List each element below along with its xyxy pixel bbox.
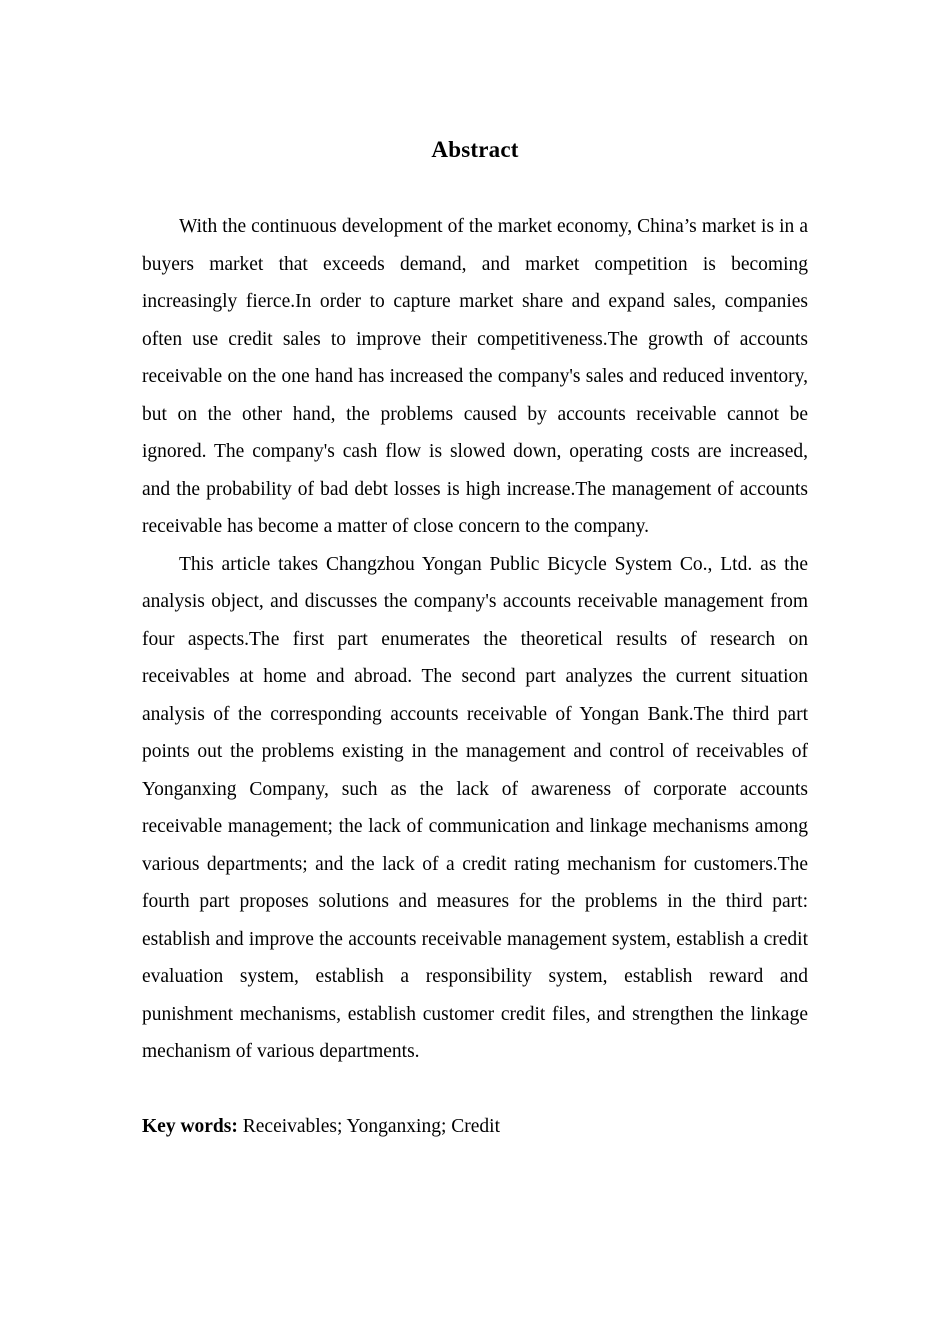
- keywords-label: Key words:: [142, 1116, 238, 1137]
- page-title: Abstract: [431, 137, 519, 162]
- abstract-paragraph-1: With the continuous development of the market economy, China’s market is in a buyers market that exceeds demand, and market competition is becoming increasingly fierce.In order to capture market share and expand sales, companies often use credit sales to improve their competitiveness.The growth of accounts receivable on the one hand has increased the company's sales and reduced inventory, but on the other hand, the problems caused by accounts receivable cannot be ignored. The company's cash flow is slowed down, operating costs are increased, and the probability of bad debt losses is high increase.The management of accounts receivable has become a matter of close concern to the company.: [142, 216, 808, 537]
- page-content: [142, 0, 808, 1146]
- abstract-body: [142, 208, 808, 1146]
- keywords-value: Receivables; Yonganxing; Credit: [237, 1116, 501, 1137]
- keywords-line: [142, 1108, 808, 1146]
- abstract-paragraph-2: This article takes Changzhou Yongan Public Bicycle System Co., Ltd. as the analysis object, and discusses the company's accounts receivable management from four aspects.The first part enumerates the theoretical results of research on receivables at home and abroad. The second part analyzes the current situation analysis of the corresponding accounts receivable of Yongan Bank.The third part points out the problems existing in the management and control of receivables of Yonganxing Company, such as the lack of awareness of corporate accounts receivable management; the lack of communication and linkage mechanisms among various departments; and the lack of a credit rating mechanism for customers.The fourth part proposes solutions and measures for the problems in the third part: establish and improve the accounts receivable management system, establish a credit evaluation system, establish a responsibility system, establish reward and punishment mechanisms, establish customer credit files, and strengthen the linkage mechanism of various departments.: [142, 553, 808, 1062]
